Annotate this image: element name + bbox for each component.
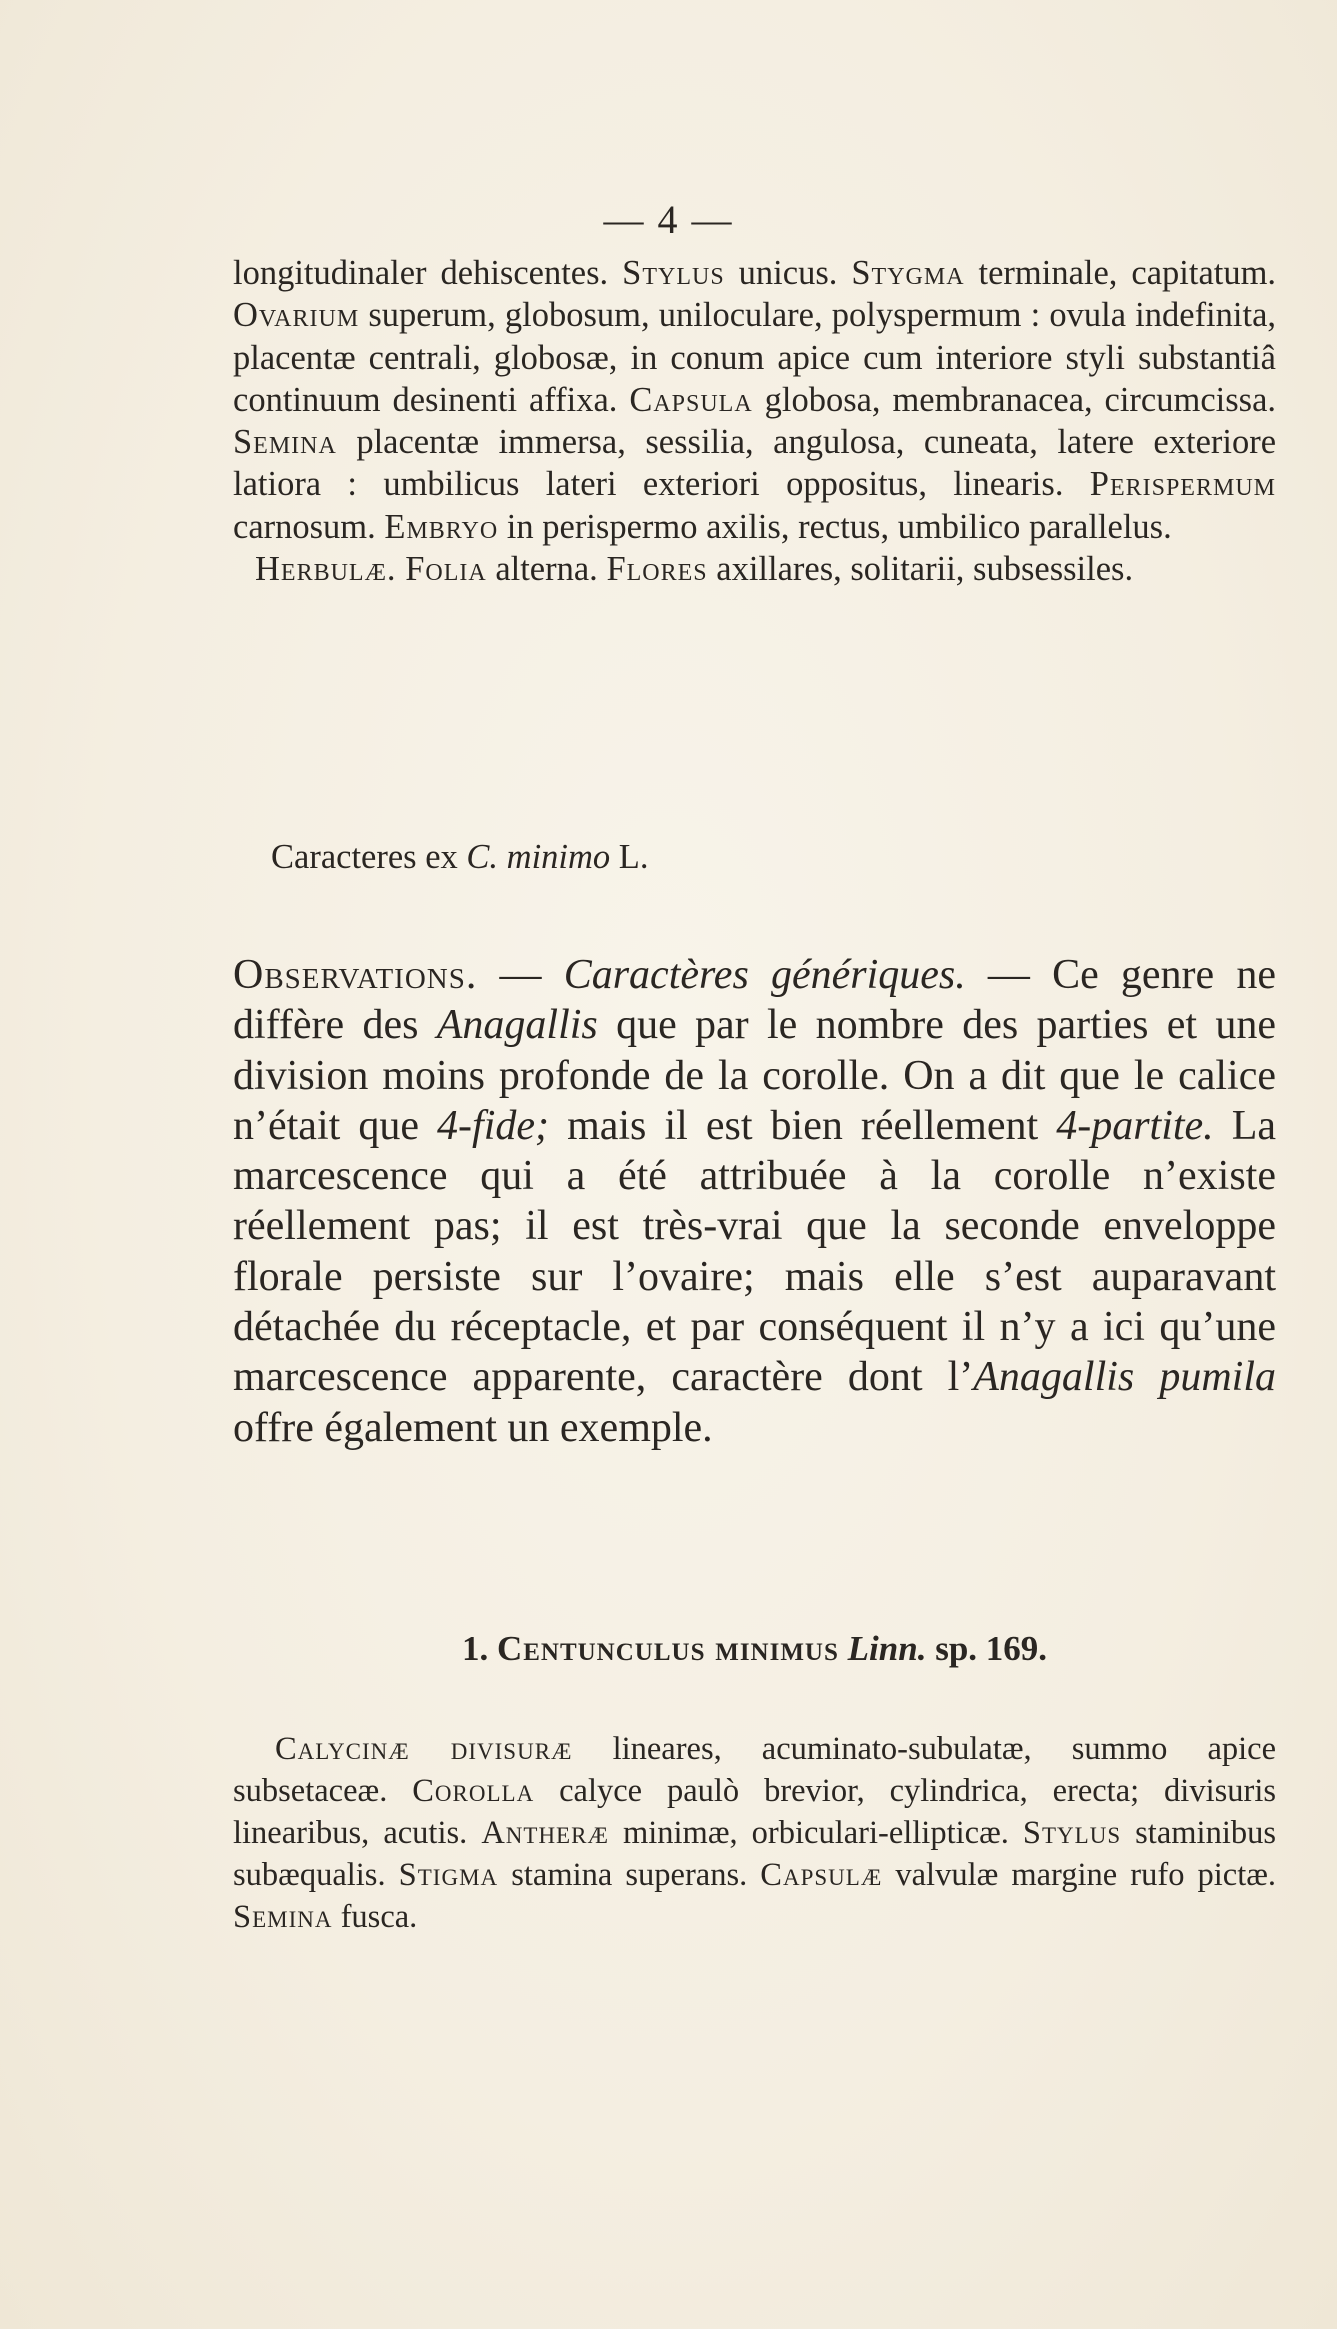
observations-heading: Caractères génériques.	[563, 952, 966, 998]
generic-characters-paragraph	[233, 252, 1276, 548]
text-run: La marcescence qui a été attribuée à la corolle n’existe réellement pas; il est très-vrai que la seconde enveloppe florale persiste sur l’ovaire; mais elle s’est auparavant détachée du réceptacle, et par conséquent il n’y a ici qu’une marcescence apparente, caractère dont l’	[233, 1102, 1277, 1401]
term-folia: Folia	[405, 550, 487, 589]
page-number: — 4 —	[603, 197, 734, 242]
term-calycinae: Calycinæ divisuræ	[275, 1731, 573, 1767]
text-run: carnosum.	[233, 507, 376, 546]
text-run: mais il est bien réellement	[567, 1102, 1039, 1149]
text-run: offre également un exemple.	[233, 1404, 713, 1451]
text-run: placentæ immersa, sessilia, angulosa, cuneata, latere exteriore latiora : umbilicus lateri exteriori oppositus, linearis.	[233, 423, 1277, 504]
dash: —	[499, 952, 542, 998]
text-run: terminale, capitatum.	[978, 254, 1277, 292]
species-heading	[233, 1629, 1276, 1669]
term-stylus: Stylus	[622, 254, 725, 292]
authority: Linn.	[847, 1629, 927, 1668]
term-ovarium: Ovarium	[233, 296, 360, 335]
text-run: superum, globosum, uniloculare, polyspermum : ovula indefinita, placentæ centrali, globosæ, in conum apice cum interiore styli substantiâ continuum desinenti affixa.	[233, 296, 1277, 419]
latin-description-block	[233, 252, 1276, 590]
term-stygma: Stygma	[851, 254, 965, 292]
text-run: Caracteres ex	[271, 838, 458, 876]
term-stylus: Stylus	[1022, 1815, 1122, 1851]
term-embryo: Embryo	[384, 507, 499, 546]
text-run: staminibus subæqualis.	[233, 1815, 1276, 1893]
herbulae-paragraph	[233, 548, 1276, 590]
text-run: valvulæ margine rufo pictæ.	[895, 1857, 1277, 1893]
observations-label: Observations.	[233, 952, 478, 998]
term-semina: Semina	[233, 423, 337, 462]
species-name: Centunculus minimus	[496, 1629, 839, 1668]
species-epithet: minimo	[506, 838, 611, 876]
species-anagallis-pumila: Anagallis pumila	[973, 1354, 1276, 1401]
term-perispermum: Perispermum	[1089, 465, 1276, 504]
genus-anagallis: Anagallis	[436, 1002, 598, 1049]
text-run: — Ce genre ne diffère des	[233, 952, 1276, 1049]
term-stigma: Stigma	[398, 1857, 499, 1893]
term-semina: Semina	[233, 1899, 333, 1935]
term-capsulae: Capsulæ	[760, 1857, 883, 1893]
genus-abbrev: C.	[466, 838, 499, 876]
species-description	[233, 1728, 1276, 1938]
text-run: unicus.	[738, 254, 838, 292]
text-run: lineares, acuminato-subulatæ, summo apice subsetaceæ.	[233, 1731, 1277, 1809]
term-capsula: Capsula	[629, 380, 753, 419]
observations-paragraph	[233, 950, 1276, 1453]
text-run: que par le nombre des parties et une division moins profonde de la corolle. On a dit que le calice n’était que	[233, 1002, 1277, 1149]
term-flores: Flores	[606, 550, 708, 589]
term-antherae: Antheræ	[481, 1815, 609, 1851]
text-run: stamina superans.	[511, 1857, 748, 1893]
caracteres-line	[233, 838, 1276, 877]
text-run: minimæ, orbiculari-ellipticæ.	[622, 1815, 1009, 1851]
term-corolla: Corolla	[412, 1773, 535, 1809]
species-number: 1.	[461, 1629, 489, 1668]
term-herbulae: Herbulæ.	[255, 550, 397, 589]
term-fide: 4-fide;	[437, 1102, 549, 1149]
description-paragraph	[233, 1728, 1276, 1938]
text-run: calyce paulò brevior, cylindrica, erecta; divisuris linearibus, acutis.	[233, 1773, 1277, 1851]
reference: sp. 169.	[935, 1629, 1048, 1668]
text-run: fusca.	[340, 1899, 418, 1935]
text-run: in perispermo axilis, rectus, umbilico parallelus.	[506, 507, 1172, 546]
text-run: longitudinaler dehiscentes.	[233, 254, 609, 292]
text-run: globosa, membranacea, circumcissa.	[764, 380, 1277, 419]
author-abbrev: L.	[618, 838, 649, 876]
term-partite: 4-partite.	[1056, 1102, 1214, 1149]
text-run: alterna.	[495, 550, 598, 589]
text-run: axillares, solitarii, subsessiles.	[716, 550, 1134, 589]
